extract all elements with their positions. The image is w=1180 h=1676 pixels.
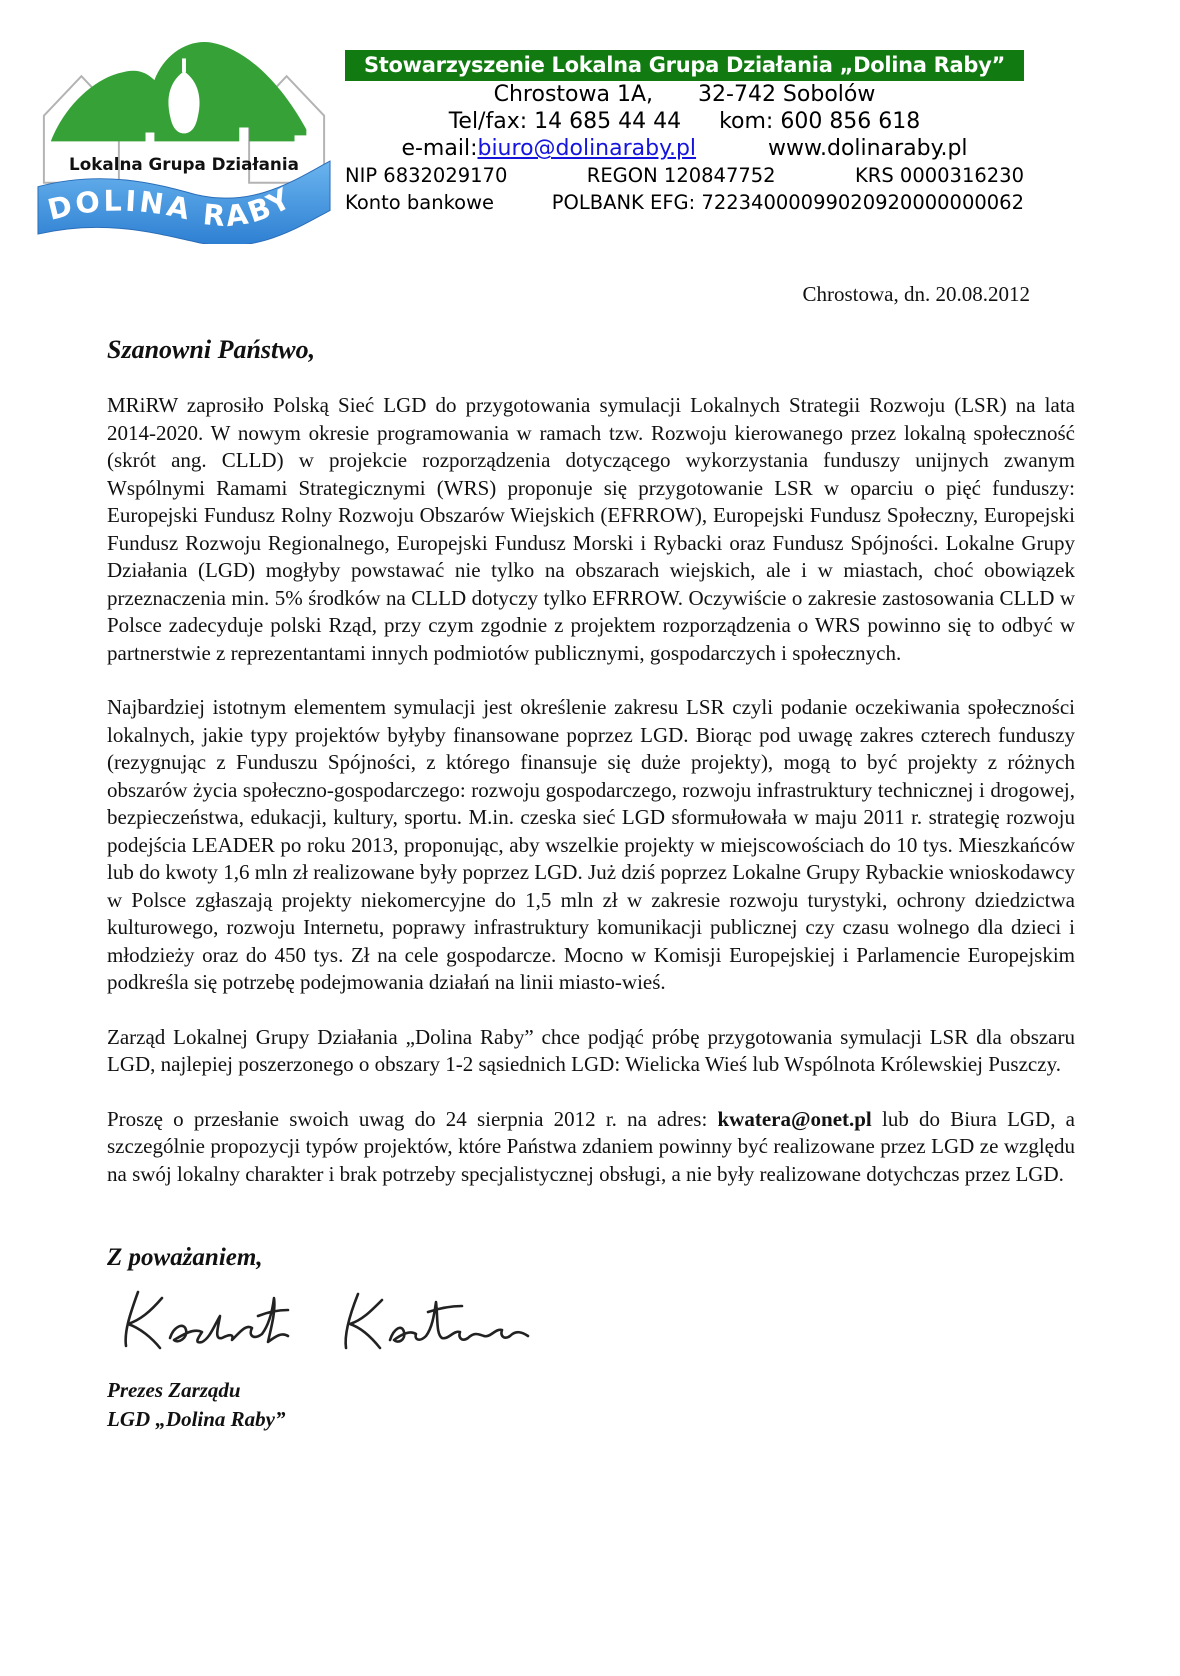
org-name-banner: Stowarzyszenie Lokalna Grupa Działania „Dolina Raby” <box>345 50 1024 81</box>
salutation: Szanowni Państwo, <box>107 335 316 364</box>
request-text-before: Proszę o przesłanie swoich uwag do 24 sierpnia 2012 r. na adres: <box>107 1106 718 1131</box>
closing: Z poważaniem, <box>107 1244 263 1271</box>
letterhead <box>0 0 1180 258</box>
bank-account-value: POLBANK EFG: 72234000099020920000000062 <box>551 191 1024 215</box>
telfax: Tel/fax: 14 685 44 44 <box>448 109 682 135</box>
logo-caption: Lokalna Grupa Działania <box>69 153 299 174</box>
bank-account-line <box>345 189 1024 216</box>
regon: REGON 120847752 <box>586 164 776 188</box>
nip: NIP 6832029170 <box>345 164 508 188</box>
signoff-block <box>107 1376 1180 1434</box>
date-line: Chrostowa, dn. 20.08.2012 <box>802 282 1030 306</box>
paragraph-2: Najbardziej istotnym elementem symulacji jest określenie zakresu LSR czyli podanie oczekiwania społeczności lokalnych, jakie typy projektów byłyby finansowane poprzez LGD. Biorąc pod uwagę zakres czterech funduszy (rezygnując z Funduszu Spójności, z którego finansuje się duże projekty), mogą to być projekty z różnych obszarów życia społeczno-gospodarczego: rozwoju gospodarczego, rozwoju infrastruktury technicznej i drogowej, bezpieczeństwa, edukacji, kultury, sportu. M.in. czeska sieć LGD sformułowała w maju 2011 r. strategię rozwoju podejścia LEADER po roku 2013, proponując, aby wszelkie projekty w miejscowościach do 10 tys. Mieszkańców lub do kwoty 1,6 mln zł realizowane były poprzez LGD. Już dziś poprzez Lokalne Grupy Rybackie wnioskodawcy w Polsce zgłaszają projekty niekomercyjne do 1,5 mln zł w zakresie rozwoju turystyki, ochrony dziedzictwa kulturowego, rozwoju Internetu, poprawy infrastruktury komunikacji publicznej czy czasu wolnego dla dzieci i młodzieży oraz do 450 tys. Zł na cele gospodarcze. Mocno w Komisji Europejskiej i Parlamencie Europejskim podkreśla się potrzebę podejmowania działań na linii miasto-wieś. <box>107 695 1075 994</box>
bank-account-label: Konto bankowe <box>345 191 495 215</box>
krs: KRS 0000316230 <box>855 164 1024 188</box>
signoff-org: LGD „Dolina Raby” <box>107 1407 286 1431</box>
org-logo <box>36 12 332 244</box>
request-text-after: lub do Biura LGD, a szczególnie propozycji typów projektów, które Państwa zdaniem powinny być realizowane przez LGD ze względu na swój lokalny charakter i brak potrzeby specjalistycznej obsługi, a nie były realizowane dotychczas przez LGD. <box>107 1106 1075 1186</box>
registry-line <box>345 162 1024 189</box>
letter-body <box>107 392 1075 1188</box>
phone-line <box>345 108 1024 135</box>
mobile-phone: kom: 600 856 618 <box>719 109 921 135</box>
letterhead-contact-block <box>345 50 1024 216</box>
email-label: e-mail: <box>401 136 478 162</box>
logo-ribbon-text: DOLINA RABY <box>44 180 299 234</box>
paragraph-1: MRiRW zaprosiło Polską Sieć LGD do przygotowania symulacji Lokalnych Strategii Rozwoju (LSR) na lata 2014-2020. W nowym okresie programowania w ramach tzw. Rozwoju kierowanego przez lokalną społeczność (skrót ang. CLLD) w projekcie rozporządzenia dotyczącego wykorzystania funduszy unijnych zwanym Wspólnymi Ramami Strategicznymi (WRS) proponuje się przygotowanie LSR w oparciu o pięć funduszy: Europejski Fundusz Rolny Rozwoju Obszarów Wiejskich (EFRROW), Europejski Fundusz Społeczny, Europejski Fundusz Rozwoju Regionalnego, Europejski Fundusz Morski i Rybacki oraz Fundusz Spójności. Lokalne Grupy Działania (LGD) mogłyby powstawać nie tylko na obszarach wiejskich, ale i w miastach, choć obowiązek przeznaczenia min. 5% środków na CLLD dotyczy tylko EFRROW. Oczywiście o zakresie zastosowania CLLD w Polsce zadecyduje polski Rząd, przy czym zgodnie z projektem rozporządzenia o WRS powinno się to odbyć w partnerstwie z reprezentantami innych podmiotów publicznymi, gospodarczych i społecznych. <box>107 393 1075 665</box>
street: Chrostowa 1A, <box>493 82 654 108</box>
postal-city: 32-742 Sobolów <box>698 82 876 108</box>
email-line <box>345 135 1024 162</box>
signature <box>110 1276 1180 1376</box>
website: www.dolinaraby.pl <box>768 136 968 162</box>
address-line <box>345 81 1024 108</box>
signature-drawing <box>110 1276 540 1371</box>
paragraph-3: Zarząd Lokalnej Grupy Działania „Dolina Raby” chce podjąć próbę przygotowania symulacji LSR dla obszaru LGD, najlepiej poszerzonego o obszary 1-2 sąsiednich LGD: Wielicka Wieś lub Wspólnota Królewskiej Puszczy. <box>107 1024 1075 1076</box>
contact-email-bold: kwatera@onet.pl <box>717 1106 872 1131</box>
logo-church-spire <box>182 58 186 72</box>
email-link[interactable]: biuro@dolinaraby.pl <box>477 136 697 162</box>
paragraph-4 <box>107 1106 1075 1189</box>
signoff-title: Prezes Zarządu <box>107 1378 241 1402</box>
